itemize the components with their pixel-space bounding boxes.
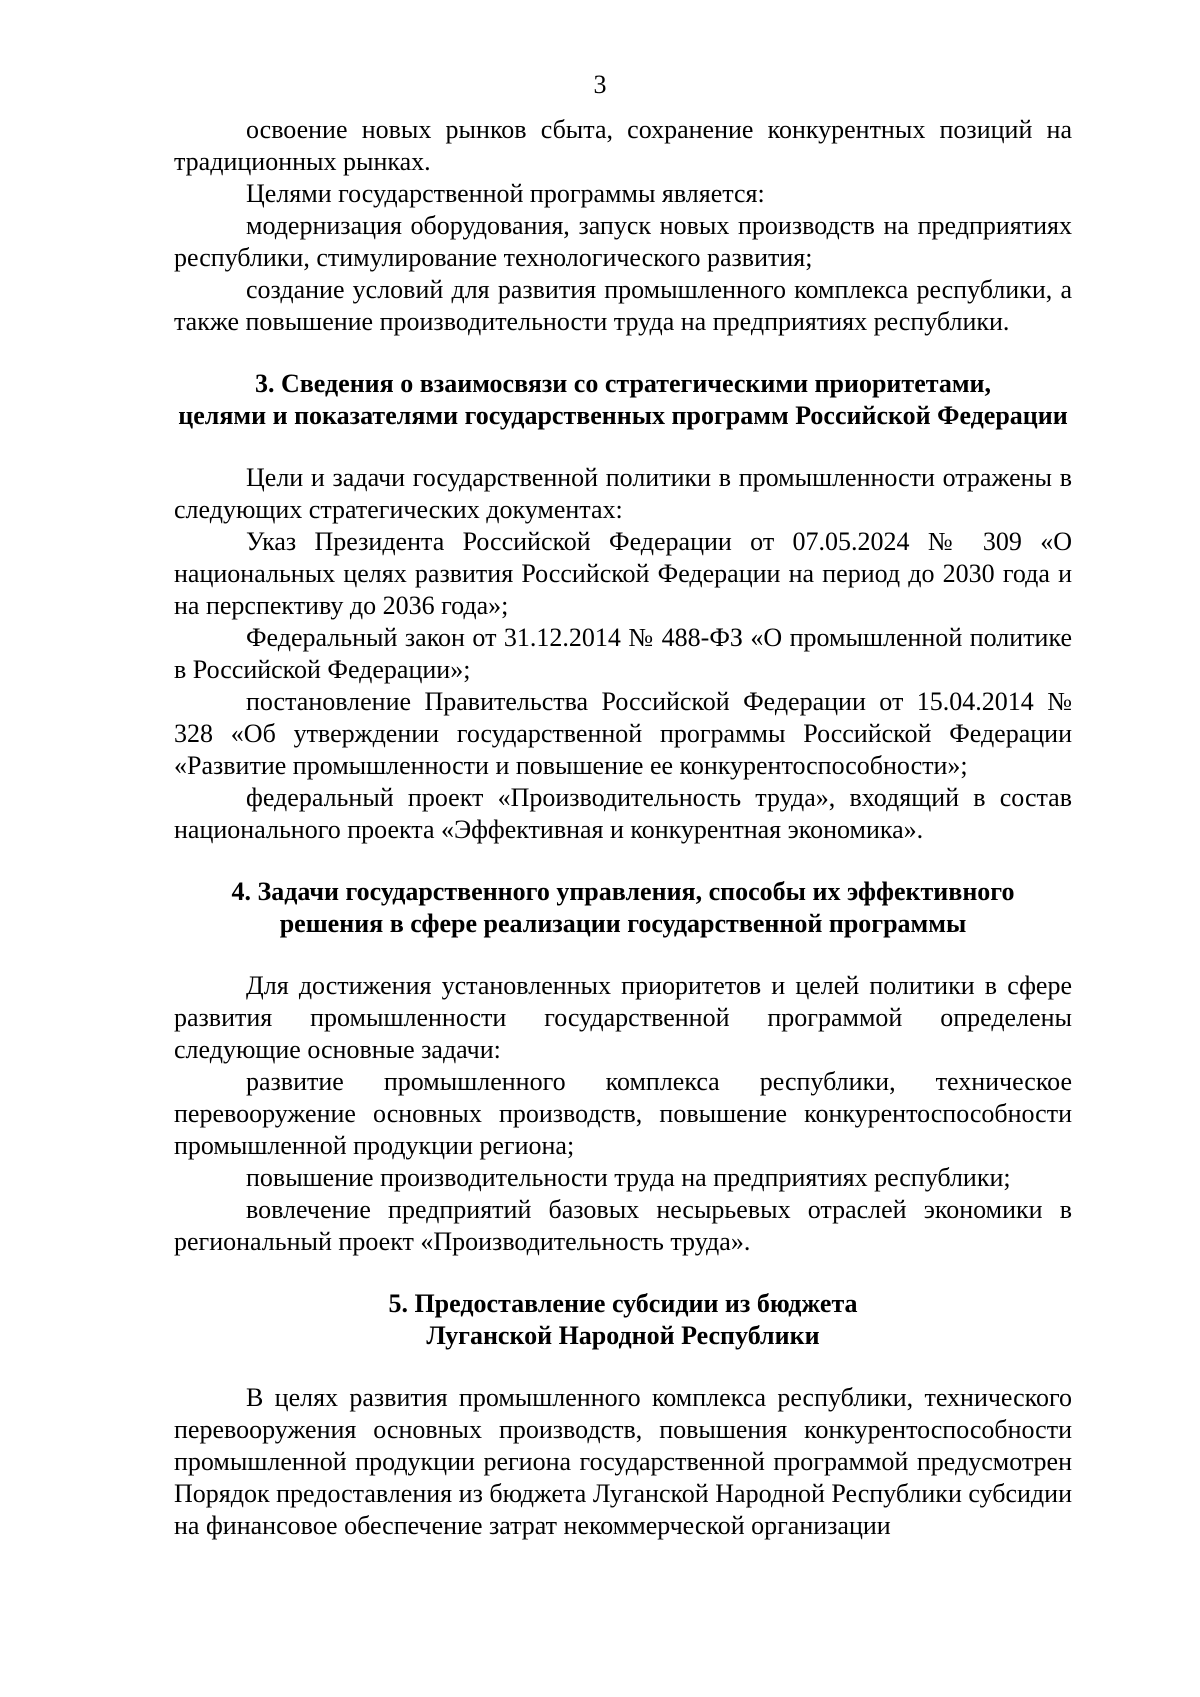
section-heading-line: 5. Предоставление субсидии из бюджета bbox=[388, 1289, 858, 1318]
section-heading-line: Луганской Народной Республики bbox=[426, 1321, 820, 1350]
paragraph: Целями государственной программы является: bbox=[246, 179, 765, 208]
paragraph: вовлечение предприятий базовых несырьевых отраслей экономики в региональный проект «Производительность труда». bbox=[174, 1195, 1072, 1256]
section-heading bbox=[174, 876, 1072, 940]
paragraph: Федеральный закон от 31.12.2014 № 488-ФЗ «О промышленной политике в Российской Федерации»; bbox=[174, 623, 1072, 684]
paragraph: Указ Президента Российской Федерации от 07.05.2024 № 309 «О национальных целях развития Российской Федерации на период до 2030 года и на перспективу до 2036 года»; bbox=[174, 527, 1072, 620]
paragraph: постановление Правительства Российской Федерации от 15.04.2014 № 328 «Об утверждении государственной программы Российской Федерации «Развитие промышленности и повышение ее конкурентоспособности»; bbox=[174, 687, 1072, 780]
page-number: 3 bbox=[593, 70, 607, 99]
section-heading bbox=[174, 1288, 1072, 1352]
intro-section bbox=[174, 114, 1072, 338]
paragraph: В целях развития промышленного комплекса республики, технического перевооружения основных производств, повышения конкурентоспособности промышленной продукции региона государственной программой предусмотрен Порядок предоставления из бюджета Луганской Народной Республики субсидии на финансовое обеспечение затрат некоммерческой организации bbox=[174, 1383, 1072, 1540]
section-heading-line: 4. Задачи государственного управления, способы их эффективного bbox=[231, 877, 1015, 906]
section-3 bbox=[174, 368, 1072, 846]
section-heading-line: 3. Сведения о взаимосвязи со стратегическими приоритетами, bbox=[254, 369, 992, 398]
document-body bbox=[174, 114, 1072, 1542]
paragraph: повышение производительности труда на предприятиях республики; bbox=[246, 1163, 1011, 1192]
paragraph: федеральный проект «Производительность труда», входящий в состав национального проекта «Эффективная и конкурентная экономика». bbox=[174, 783, 1072, 844]
section-4 bbox=[174, 876, 1072, 1258]
section-5 bbox=[174, 1288, 1072, 1542]
paragraph: Для достижения установленных приоритетов и целей политики в сфере развития промышленности государственной программой определены следующие основные задачи: bbox=[174, 971, 1072, 1064]
section-heading-line: целями и показателями государственных программ Российской Федерации bbox=[178, 401, 1068, 430]
paragraph: освоение новых рынков сбыта, сохранение конкурентных позиций на традиционных рынках. bbox=[174, 115, 1072, 176]
paragraph: Цели и задачи государственной политики в промышленности отражены в следующих стратегических документах: bbox=[174, 463, 1072, 524]
paragraph: модернизация оборудования, запуск новых производств на предприятиях республики, стимулирование технологического развития; bbox=[174, 211, 1072, 272]
section-heading bbox=[174, 368, 1072, 432]
paragraph: создание условий для развития промышленного комплекса республики, а также повышение производительности труда на предприятиях республики. bbox=[174, 275, 1072, 336]
paragraph: развитие промышленного комплекса республики, техническое перевооружение основных производств, повышение конкурентоспособности промышленной продукции региона; bbox=[174, 1067, 1072, 1160]
section-heading-line: решения в сфере реализации государственной программы bbox=[279, 909, 967, 938]
